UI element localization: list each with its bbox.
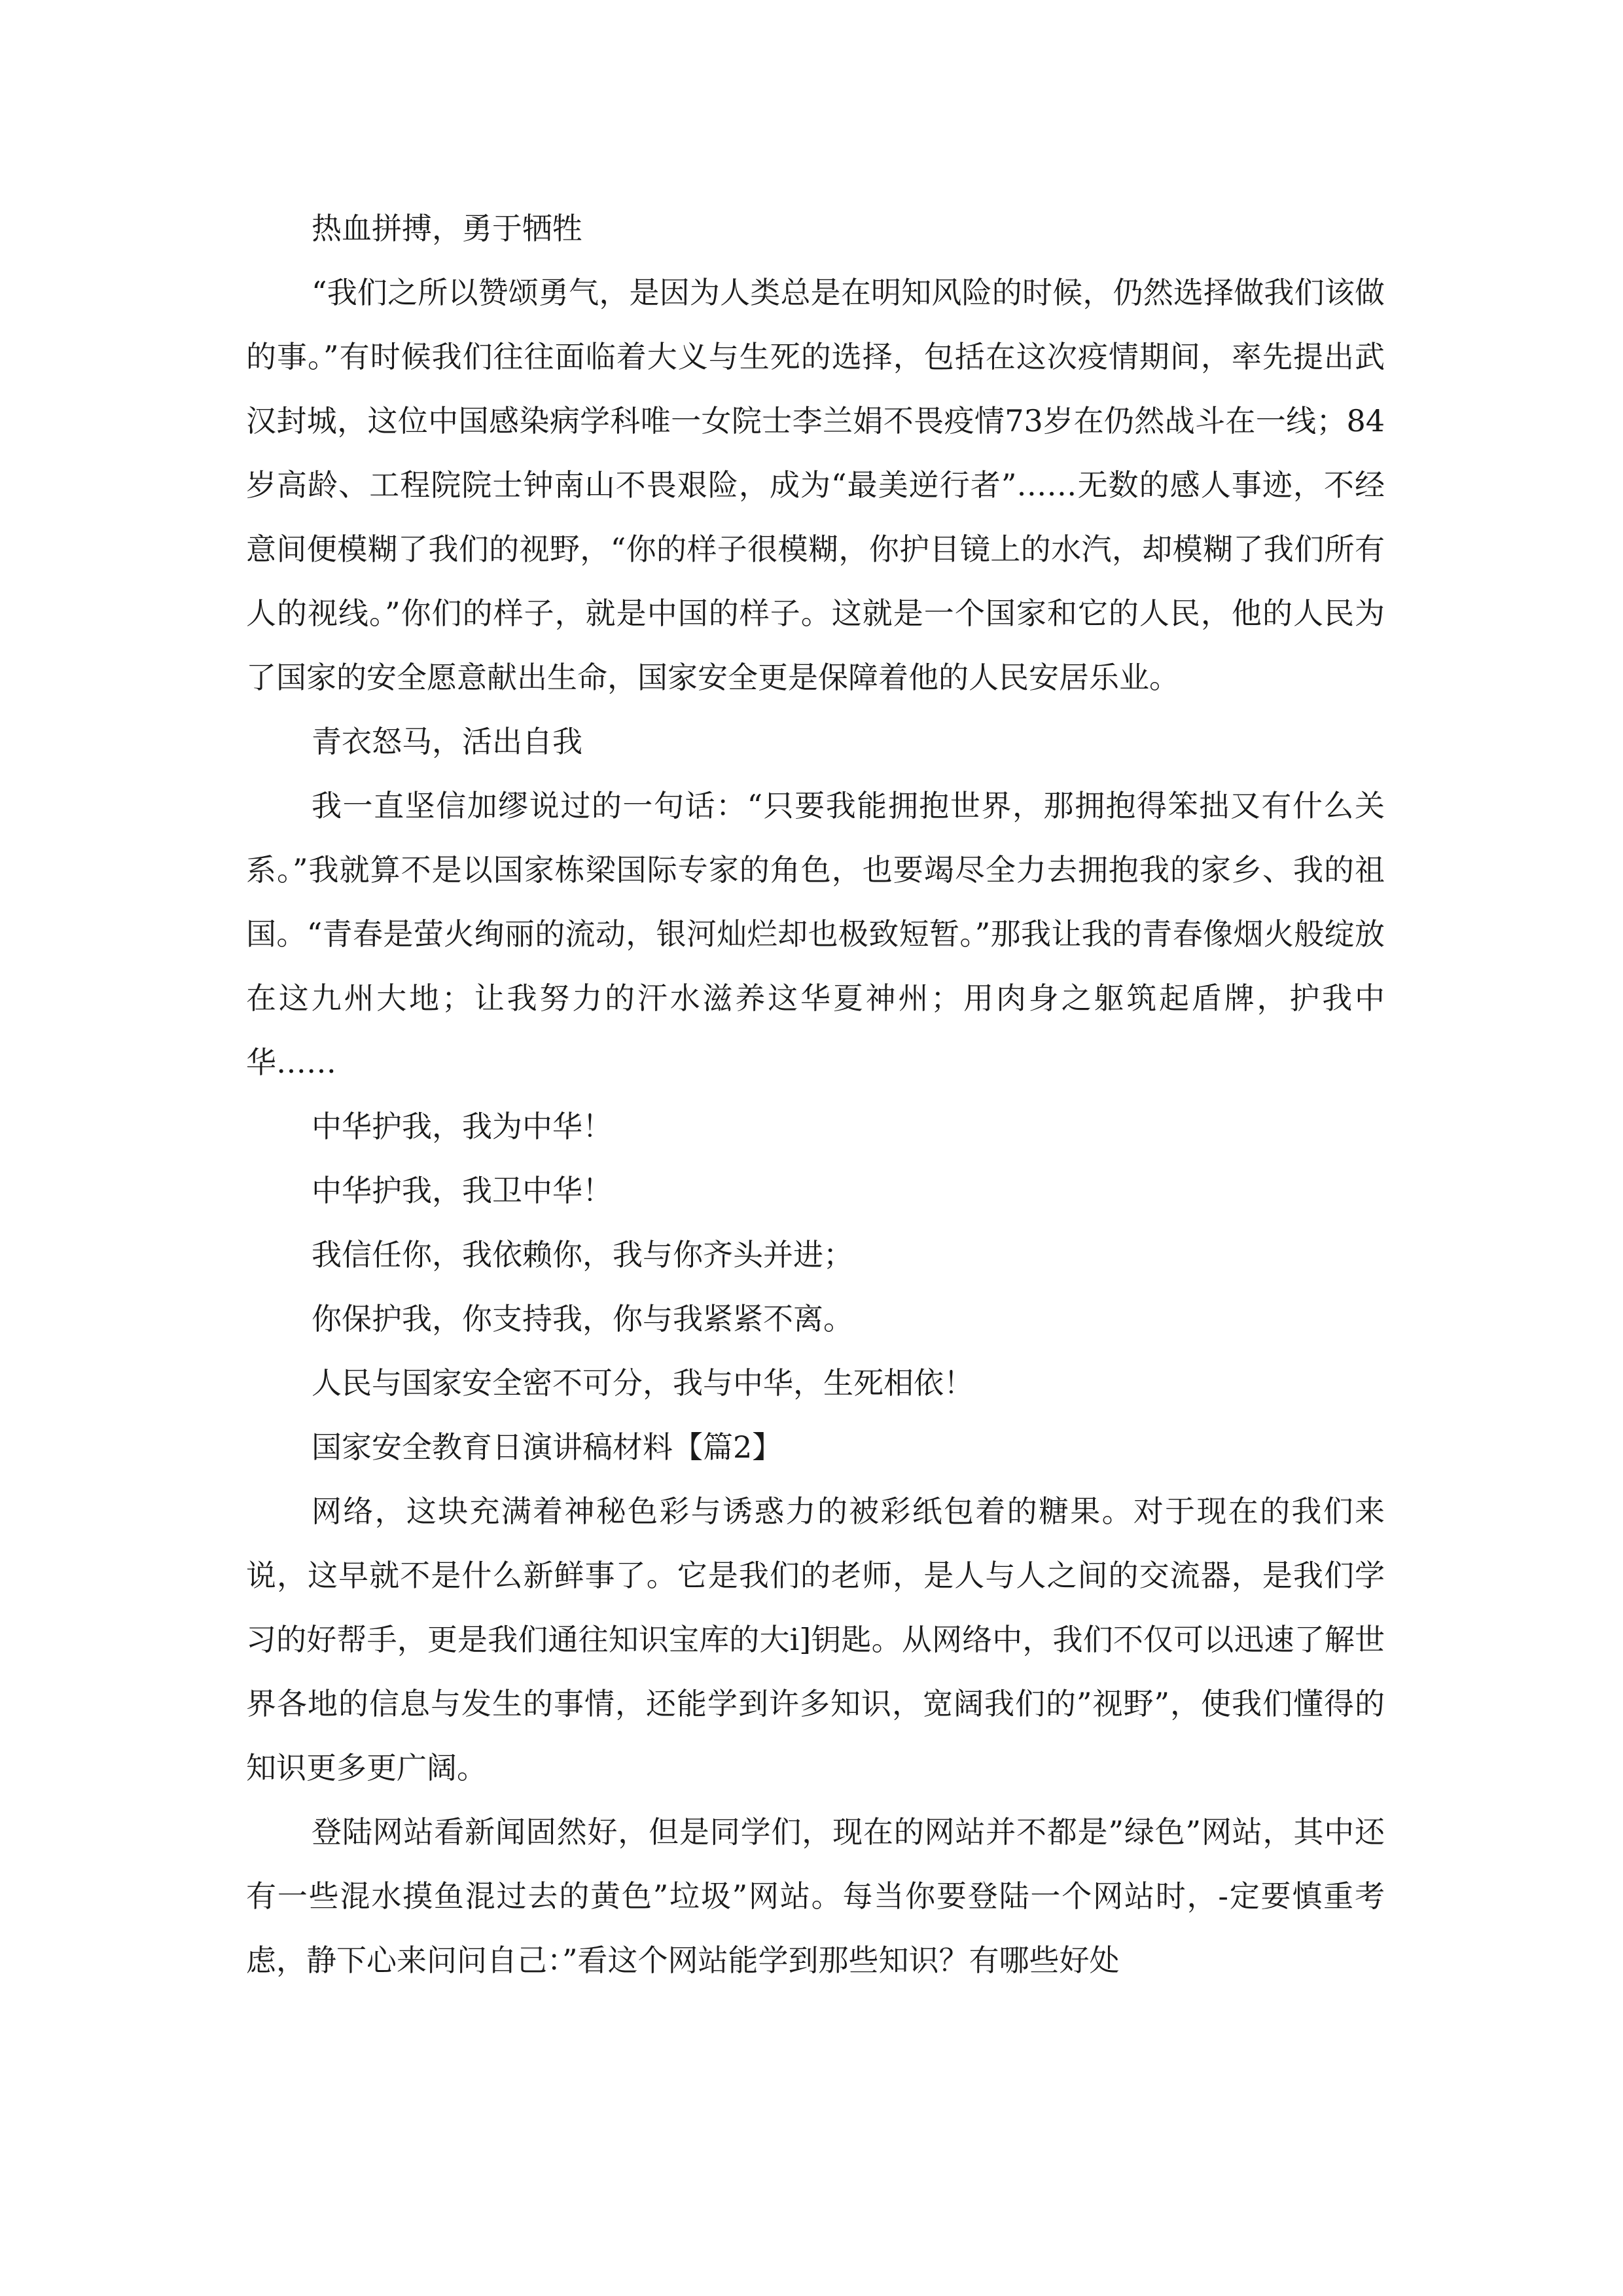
section-heading: 青衣怒马，活出自我 <box>312 724 582 759</box>
article-title: 国家安全教育日演讲稿材料【篇2】 <box>312 1429 783 1465</box>
slogan-line: 我信任你，我依赖你，我与你齐头并进； <box>312 1237 853 1272</box>
paragraph: 登陆网站看新闻固然好，但是同学们，现在的网站并不都是”绿色”网站，其中还有一些混水摸鱼混过去的黄色”垃圾”网站。每当你要登陆一个网站时，-定要慎重考虑，静下心来问问自己：”看这个网站能学到那些知识？有哪些好处 <box>246 1814 1385 1978</box>
slogan-line: 人民与国家安全密不可分，我与中华，生死相依！ <box>312 1365 974 1401</box>
slogan-line: 你保护我，你支持我，你与我紧紧不离。 <box>312 1301 853 1336</box>
document-body <box>246 196 1385 1992</box>
section-heading: 热血拼搏，勇于牺牲 <box>312 211 582 246</box>
paragraph: 网络，这块充满着神秘色彩与诱惑力的被彩纸包着的糖果。对于现在的我们来说，这早就不是什么新鲜事了。它是我们的老师，是人与人之间的交流器，是我们学习的好帮手，更是我们通往知识宝库的大i]钥匙。从网络中，我们不仅可以迅速了解世界各地的信息与发生的事情，还能学到许多知识，宽阔我们的”视野”，使我们懂得的知识更多更广阔。 <box>246 1494 1385 1785</box>
slogan-line: 中华护我，我为中华！ <box>312 1109 613 1144</box>
paragraph: 我一直坚信加缪说过的一句话：“只要我能拥抱世界，那拥抱得笨拙又有什么关系。”我就算不是以国家栋梁国际专家的角色，也要竭尽全力去拥抱我的家乡、我的祖国。“青春是萤火绚丽的流动，银河灿烂却也极致短暂。”那我让我的青春像烟火般绽放在这九州大地；让我努力的汗水滋养这华夏神州；用肉身之躯筑起盾牌，护我中华…… <box>246 788 1385 1080</box>
slogan-line: 中华护我，我卫中华！ <box>312 1173 613 1208</box>
paragraph: “我们之所以赞颂勇气，是因为人类总是在明知风险的时候，仍然选择做我们该做的事。”有时候我们往往面临着大义与生死的选择，包括在这次疫情期间，率先提出武汉封城，这位中国感染病学科唯一女院士李兰娟不畏疫情73岁在仍然战斗在一线；84岁高龄、工程院院士钟南山不畏艰险，成为“最美逆行者”……无数的感人事迹，不经意间便模糊了我们的视野，“你的样子很模糊，你护目镜上的水汽，却模糊了我们所有人的视线。”你们的样子，就是中国的样子。这就是一个国家和它的人民，他的人民为了国家的安全愿意献出生命，国家安全更是保障着他的人民安居乐业。 <box>246 275 1385 695</box>
